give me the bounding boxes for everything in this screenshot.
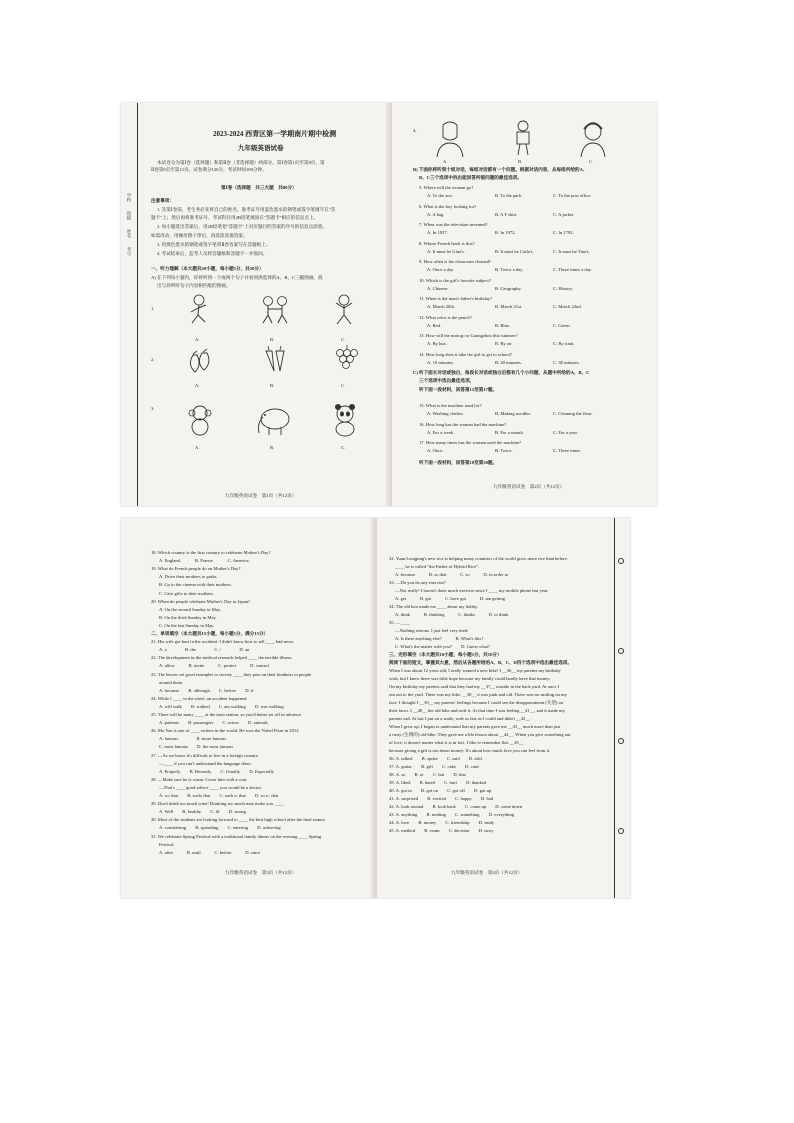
- exam-photo-page-3-4: [121, 518, 630, 898]
- question-line: A. allow B. invite C. protect D. control: [159, 663, 269, 669]
- question-line: 34. The old box made me ____ about my hobby.: [389, 604, 479, 609]
- option-a: A. By bus.: [427, 341, 447, 346]
- exam-page-2: [413, 103, 653, 506]
- question-line: 20. When do people celebrate Mother's Day in Japan?: [151, 598, 251, 604]
- picture-running-boy: [185, 293, 215, 327]
- question-line: 38. A. so B. or C. but D. that: [389, 772, 466, 777]
- question-text: 11. When is the man's father's birthday?: [419, 296, 493, 301]
- option-b: B. March 21st.: [495, 304, 523, 309]
- picture-grapes: [330, 343, 360, 375]
- option-a: A. To the zoo.: [427, 193, 454, 198]
- section-heading: 三、完形填空（本大题共10小题，每小题1分，共10分）: [389, 652, 502, 657]
- exam-subtitle: 九年级英语试卷: [238, 145, 284, 152]
- option-c: C. In 1792.: [553, 230, 574, 235]
- question-line: 28. —Make sure he is warm. Cover him with a coat.: [151, 776, 248, 782]
- question-line: 27. —As we know it's difficult to live in a foreign country.: [151, 752, 259, 758]
- question-line: 25. There will be many ____ at the train station, so you'd better set off in advance.: [151, 712, 303, 717]
- question-line: —____ if you can't understand the language there.: [159, 760, 252, 766]
- question-text: 5. Where will the woman go?: [419, 185, 474, 190]
- question-line: of love, it doesn't matter what it is in fact. I like to remember this __45__: [389, 740, 524, 745]
- question-line: —Not really! I haven't done much exercise since I ____ my mobile phone last year.: [395, 588, 549, 593]
- question-line: C. On the last Sunday in May.: [159, 622, 215, 628]
- intro-line: 本试卷分为第Ⅰ卷（选择题）和第Ⅱ卷（非选择题）两部分。第Ⅰ卷第1页至第8页，第: [157, 160, 325, 165]
- page-footer: 九年级英语试卷 第1页（共12页）: [225, 493, 297, 498]
- option-b: B. Geography.: [495, 285, 522, 291]
- option-a: A. March 20th.: [427, 304, 456, 309]
- question-line: 29. Don't drink too much wine! Drinking too much may make you ____.: [151, 801, 285, 807]
- question-line: B. On the third Sunday in May.: [159, 614, 217, 620]
- option-b: B. For a month.: [495, 429, 524, 435]
- option-a: A. 10 minutes.: [427, 359, 455, 365]
- question-line: B. Go to the cinema with their mothers.: [159, 582, 232, 588]
- option-label: A.: [195, 337, 200, 342]
- question-text: 7. When was the television invented?: [419, 222, 488, 227]
- section-c-instruction: 听下面一段材料，回答第15至第17题。: [419, 387, 498, 392]
- question-text: 12. What color is the pencil?: [419, 314, 472, 320]
- section-heading: 二、单项填空（本大题共15小题，每小题1分，满分15分）: [151, 631, 269, 636]
- picture-elephant: [255, 405, 295, 437]
- note-line: 如需改动，用橡皮擦干净后，再选涂其他答案。: [151, 233, 248, 238]
- question-text: 10. Which is the girl's favorite subject?: [419, 277, 491, 283]
- question-line: 43. A. anything B. nothing C. something D. everything: [389, 812, 515, 817]
- question-line: 37. A. guitar B. gift C. cake D. card: [389, 764, 479, 769]
- next-material-instruction: 听下面一段材料，回答第18至第20题。: [419, 460, 498, 465]
- exam-page-3: [143, 518, 371, 898]
- question-line: A. Drive their mothers to parks.: [159, 574, 218, 580]
- question-line: A. a B. the C. / D. an: [159, 647, 250, 653]
- question-line: face. I thought I __39__ my parents' feelings because I could see the disappointment (失望) on: [389, 700, 564, 705]
- option-c: C. Three times a day.: [553, 267, 592, 272]
- question-line: —That's ____ good advice ____ you would be a doctor.: [159, 784, 262, 790]
- question-line: A. Is there anything else? B. What's this?: [395, 636, 484, 641]
- question-line: 44. A. love B. money C. friendship D. study: [389, 820, 495, 825]
- question-line: 19. What do French people do on Mother's Day?: [151, 566, 241, 572]
- question-line: —Nothing serious. I just feel very tired.: [395, 628, 469, 633]
- option-c: C. To the post office.: [553, 193, 592, 198]
- note-line: 题卡"上；然后再将准考证号、考试科目用2B铅笔填涂在"答题卡"相应的信息点上。: [151, 215, 319, 220]
- question-line: 42. A. look around B. look back C. come up D. come down: [389, 804, 523, 809]
- section-b-instruction: B) 下面你将听到十组对话，每组对话都有一个问题。根据对话内容，从每组所给的A、: [413, 167, 588, 172]
- question-line: Festival.: [159, 841, 175, 847]
- question-line: C. Give gifts to their mothers.: [159, 590, 214, 596]
- question-line: 26. Mo Yan is one of ____ writers in the world. He won the Nobel Prize in 2012.: [151, 728, 300, 734]
- question-line: 35. —____: [389, 620, 410, 625]
- question-line: around them.: [159, 679, 184, 685]
- exam-title: 2023-2024 西青区第一学期南片期中检测: [213, 130, 337, 138]
- picture-boy-backpack: [508, 119, 538, 157]
- question-text: 14. How long does it take the girl to get to school?: [419, 351, 512, 357]
- question-line: On my birthday my parents said that they had my __37__ outside in the back yard. At once I: [389, 684, 560, 689]
- question-line: 23. The heroes set good examples to society ____ they pass on their kindness to people: [151, 671, 312, 677]
- option-a: A. In 1927.: [427, 230, 448, 235]
- binding-hole: [618, 828, 624, 834]
- question-line: A. patients B. passengers C. actors D. animals: [159, 720, 268, 726]
- option-b: B. Twice.: [495, 448, 513, 453]
- picture-strawberries: [185, 345, 215, 375]
- option-label: B.: [270, 383, 275, 388]
- option-c: C. Three times.: [553, 448, 582, 453]
- option-a: A. Washing clothes.: [427, 411, 464, 416]
- question-text: 16. How long has the woman had the machine?: [419, 421, 507, 427]
- option-a: A. A bag.: [427, 211, 445, 217]
- option-b: B. Twice a day.: [495, 267, 524, 272]
- question-line: 40. A. got in B. got on C. got off D. got up: [389, 788, 492, 793]
- option-b: B. It must be Carla's.: [495, 248, 534, 254]
- question-line: ran out to the yard. There was my bike, __38__ it was pink and old. There was no smiling on my: [389, 692, 567, 697]
- question-line: A. Well B. healthy C. ill D. strong: [159, 809, 246, 815]
- notes-heading: 注意事项：: [151, 198, 174, 203]
- question-line: A. will walk B. walked C. am walking D. was walking: [159, 703, 284, 709]
- question-line: A. England. B. France. C. America.: [159, 558, 250, 564]
- picture-kids-playing: [258, 293, 292, 327]
- option-c: C. For a year.: [553, 429, 578, 435]
- option-label: C.: [341, 383, 346, 388]
- picture-carrots: [260, 345, 290, 375]
- question-number: 3.: [151, 406, 155, 411]
- question-line: parents sad. At last I put on a smile, rode as fast as I could and didn't __42__.: [389, 716, 531, 721]
- picture-man-portrait: [435, 121, 465, 157]
- binding-line: [614, 518, 615, 898]
- binding-line: [137, 103, 138, 506]
- question-line: 31. We celebrate Spring Festival with a traditional family dinner on the evening ____ Spring: [151, 833, 322, 839]
- section-b-instruction: B、C三个选项中找出能回答所提问题的最佳选项。: [419, 175, 522, 180]
- question-text: 17. How many times has the woman used the machine?: [419, 440, 522, 445]
- option-a: A. It must be Gina's.: [427, 248, 465, 254]
- question-number: 1.: [151, 306, 155, 311]
- option-b: B. Blue.: [495, 322, 511, 328]
- question-line: because giving a gift is not about money. It's about how much love you can feel from it.: [389, 748, 551, 753]
- picture-boy-jumping: [329, 293, 359, 327]
- option-c: C. History.: [553, 285, 573, 291]
- question-line: their faces. I __40__ the old bike and rode it. At that time I was feeling __41__, and it made my: [389, 708, 565, 713]
- page-footer: 九年级英语试卷 第3页（共12页）: [225, 870, 297, 875]
- question-line: 45. A. method B. exam C. decision D. story: [389, 828, 494, 833]
- exam-page-4: [385, 518, 611, 898]
- option-b: B. In 1972.: [495, 230, 516, 235]
- page-footer: 九年级英语试卷 第4页（共12页）: [451, 870, 523, 875]
- question-line: 33. —Do you do any exercise?: [389, 580, 446, 585]
- question-line: 41. A. surprised B. excited C. happy D. bad: [389, 796, 494, 801]
- option-b: B. Making noodles.: [495, 411, 532, 416]
- binding-hole: [618, 738, 624, 744]
- option-label: B.: [270, 337, 275, 342]
- listening-instruction: 出与你所听句子内容相匹配的图画。: [157, 283, 231, 288]
- question-line: a rusty (生锈的) old bike. They gave me a life lesson about __44__. When you give something out: [389, 732, 571, 737]
- option-a: A. Once.: [427, 448, 444, 453]
- question-line: A. because B. so that C. so D. in order to: [395, 572, 509, 577]
- question-line: C. most famous D. the most famous: [159, 744, 234, 750]
- question-text: 6. What is the boy looking for?: [419, 203, 477, 209]
- option-label: C.: [341, 445, 346, 450]
- option-label: B.: [270, 445, 275, 450]
- option-c: C. 30 minutes.: [553, 359, 580, 365]
- note-line: 4. 考试结束后，监考人员将答题纸和答题卡一并收回。: [157, 251, 268, 256]
- question-text: 9. How often is the classroom cleaned?: [419, 259, 492, 264]
- listening-instruction: A) 在下列每小题内，你将听到一个或两个句子并看到供选择的A、B、C三幅图画。找: [151, 275, 323, 280]
- question-line: A. On the second Sunday in May.: [159, 606, 221, 612]
- binding-hole: [618, 648, 624, 654]
- option-c: C. Cleaning the floor.: [553, 411, 593, 416]
- section-heading: 阅读下面的短文，掌握其大意，然后从各题所给的A、B、C、D四个选项中选出最佳选项。: [389, 660, 572, 665]
- page-fold: [371, 518, 377, 898]
- question-line: 32. Yuan Longping's new rice is helping many countries of the world grow more rice than before.: [389, 556, 568, 561]
- option-label: A.: [195, 383, 200, 388]
- option-a: A. Chinese.: [427, 285, 449, 291]
- note-line: 2. 每小题选出答案后，用2B铅笔把"答题卡"上对应题目的答案的序号的信息点涂黑。: [157, 224, 327, 229]
- question-number: 2.: [151, 357, 155, 362]
- question-line: 22. The development in the medical research helped ____ the terrible illness.: [151, 655, 293, 661]
- option-label: C.: [341, 337, 346, 342]
- binding-hole: [618, 558, 624, 564]
- option-c: C. March 22nd.: [553, 304, 582, 309]
- question-line: A. considering B. spreading C. entering D. achieving: [159, 825, 281, 831]
- question-line: When I was about 12 years old, I really wanted a new bike! I __36__ my parents my birthday: [389, 668, 561, 673]
- question-line: A. after B. until C. before D. since: [159, 849, 261, 855]
- question-line: A. Properly B. Recently C. Usually D. Especially: [159, 768, 275, 774]
- picture-panda: [329, 403, 361, 437]
- section-c-instruction: C) 听下面长对话或独白，每段长对话或独白后都有几个小问题，从题中所给的A、B、C: [413, 370, 590, 375]
- note-line: 3. 用黑色墨水的钢笔或签字笔将Ⅱ卷答案写在答题纸上。: [157, 242, 271, 247]
- question-line: A. get B. got C. have got D. am getting: [395, 596, 505, 601]
- option-b: B. A T-shirt.: [495, 211, 518, 217]
- question-text: 13. How will the man go to Guangzhou this summer?: [419, 333, 518, 338]
- option-a: A. For a week.: [427, 429, 455, 435]
- option-label: C.: [589, 159, 594, 164]
- option-a: A. Red.: [427, 322, 442, 328]
- section-c-instruction: 三个选项中选出最佳选项。: [419, 378, 475, 383]
- note-line: 1. 答第Ⅰ卷前，考生务必先将自己的姓名、准考证号用蓝色墨水的钢笔或签字笔填写在"答: [157, 207, 336, 212]
- question-text: 15. What is the machine used for?: [419, 403, 482, 408]
- question-text: 8. Whose French book is this?: [419, 240, 475, 246]
- question-line: A. so; that B. such; that C. such a; that D. so a ; that: [159, 793, 279, 798]
- listening-heading: 一、听力理解（本大题共20小题，每小题1分，共20分）: [151, 266, 264, 271]
- option-b: B. To the park.: [495, 193, 523, 198]
- option-label: B.: [518, 159, 523, 164]
- picture-monkey: [183, 403, 217, 437]
- question-line: wish, but I knew there was little hope because my family could hardly have that money.: [389, 676, 551, 681]
- question-line: C. What's the matter with you? D. Guess what?: [395, 644, 491, 649]
- exam-page-1: [143, 103, 383, 506]
- question-number: 4.: [413, 128, 417, 133]
- page-fold: [386, 103, 392, 506]
- question-line: A. think B. thinking C. thinks D. to think: [395, 612, 509, 617]
- question-line: 21. His wife got hurt in the accident. I didn't know how to tell ____ bad news.: [151, 639, 295, 645]
- option-label: A.: [195, 445, 200, 450]
- question-line: ____ he is called "the Father of Hybrid Rice".: [395, 564, 480, 569]
- option-a: A. Once a day.: [427, 267, 455, 272]
- option-b: B. 20 minutes.: [495, 359, 522, 365]
- question-line: 39. A. liked B. hated C. hurt D. thanked: [389, 780, 487, 785]
- question-line: 30. Most of the students are looking forward to ____ the best high school after the final exams.: [151, 817, 326, 823]
- question-line: A. famous B. more famous: [159, 736, 226, 742]
- exam-photo-page-1-2: [121, 103, 657, 506]
- question-line: 36. A. talked B. spoke C. said D. told: [389, 756, 482, 761]
- page-footer: 九年级英语试卷 第2页（共12页）: [493, 484, 565, 489]
- option-c: C. By train.: [553, 341, 575, 346]
- option-b: B. By air.: [495, 341, 513, 346]
- question-line: 24. While I ____ in the street, an accident happened.: [151, 695, 248, 701]
- question-line: A. because B. although C. before D. if: [159, 687, 254, 693]
- picture-woman-portrait: [578, 121, 608, 157]
- intro-line: Ⅱ卷第9页至第12页。试卷满分120分。考试时间100分钟。: [151, 167, 267, 172]
- option-c: C. A jacket.: [553, 211, 575, 217]
- spine-text: 学校 班级 姓名 考号: [127, 193, 132, 256]
- option-c: C. It must be Tina's.: [553, 248, 590, 254]
- option-c: C. Green.: [553, 322, 571, 328]
- question-line: 18. Which country is the first country to celebrate Mother's Day?: [151, 550, 271, 555]
- option-label: A.: [443, 159, 448, 164]
- part1-heading: 第Ⅰ卷（选择题 共三大题 共80分）: [221, 185, 297, 190]
- question-line: When I grew up, I began to understand that my parents gave me __43__ much more than just: [389, 724, 561, 729]
